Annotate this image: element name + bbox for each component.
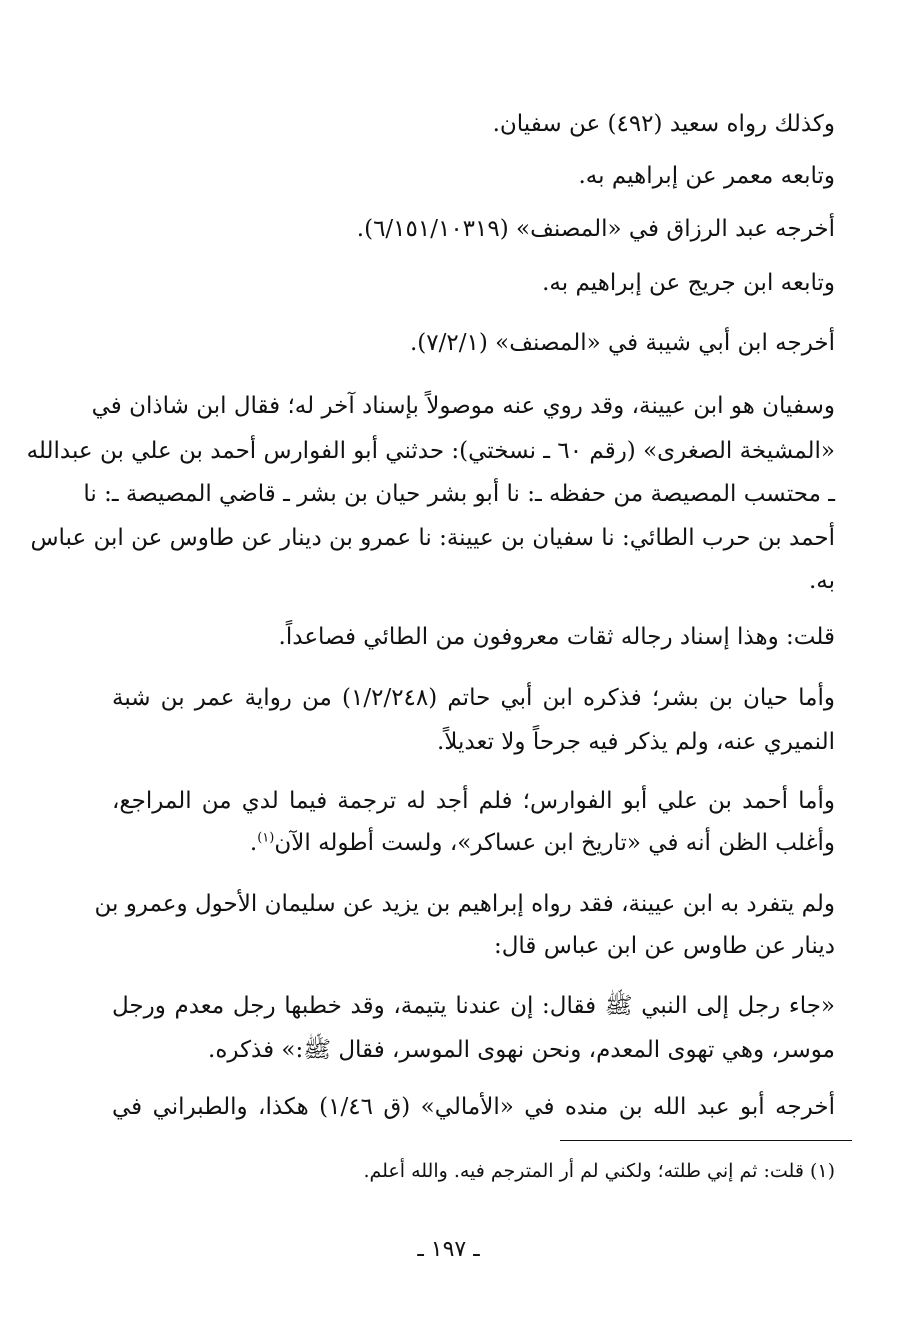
text-line: «المشيخة الصغرى» (رقم ٦٠ ـ نسختي): حدثني أبو الفوارس أحمد بن علي بن عبدالله [26, 438, 835, 464]
text-line: وتابعه ابن جريج عن إبراهيم به. [542, 270, 835, 296]
text-line: موسر، وهي تهوى المعدم، ونحن نهوى الموسر، فقال ﷺ:» فذكره. [208, 1037, 835, 1063]
text-line: ولم يتفرد به ابن عيينة، فقد رواه إبراهيم بن يزيد عن سليمان الأحول وعمرو بن [94, 891, 835, 917]
text-line: به. [808, 568, 835, 594]
text-line: أخرجه عبد الرزاق في «المصنف» (٦/١٥١/١٠٣١٩). [356, 216, 835, 242]
text-line: وأما أحمد بن علي أبو الفوارس؛ فلم أجد له ترجمة فيما لدي من المراجع، [112, 788, 835, 814]
text-line: وكذلك رواه سعيد (٤٩٢) عن سفيان. [492, 111, 835, 137]
footnote: (١) قلت: ثم إني طلته؛ ولكني لم أر المترجم فيه. والله أعلم. [363, 1160, 835, 1182]
text-line: وأما حيان بن بشر؛ فذكره ابن أبي حاتم (١/٢/٢٤٨) من رواية عمر بن شبة [112, 685, 835, 711]
text-line: قلت: وهذا إسناد رجاله ثقات معروفون من الطائي فصاعداً. [278, 624, 835, 650]
footnote-divider [560, 1140, 852, 1141]
page-number: ـ ١٩٧ ـ [417, 1237, 480, 1262]
text-line: ـ محتسب المصيصة من حفظه ـ: نا أبو بشر حيان بن بشر ـ قاضي المصيصة ـ: نا [83, 481, 835, 507]
footnote-marker[interactable]: (١) [257, 830, 275, 846]
text-line: النميري عنه، ولم يذكر فيه جرحاً ولا تعديلاً. [436, 729, 835, 755]
text-line: أخرجه ابن أبي شيبة في «المصنف» (٧/٢/١). [410, 330, 835, 356]
text-line: أخرجه أبو عبد الله بن منده في «الأمالي» (ق ١/٤٦) هكذا، والطبراني في [112, 1094, 835, 1120]
text-line: أحمد بن حرب الطائي: نا سفيان بن عيينة: نا عمرو بن دينار عن طاوس عن ابن عباس [30, 525, 835, 551]
text-line: دينار عن طاوس عن ابن عباس قال: [493, 933, 835, 959]
text-line: وتابعه معمر عن إبراهيم به. [578, 163, 835, 189]
text-line: وسفيان هو ابن عيينة، وقد روي عنه موصولاً بإسناد آخر له؛ فقال ابن شاذان في [91, 393, 835, 419]
text-run: . [249, 830, 258, 856]
text-run: وأغلب الظن أنه في «تاريخ ابن عساكر»، ولست أطوله الآن [274, 830, 835, 856]
text-line [250, 828, 835, 858]
text-line: «جاء رجل إلى النبي ﷺ فقال: إن عندنا يتيمة، وقد خطبها رجل معدم ورجل [112, 993, 835, 1019]
